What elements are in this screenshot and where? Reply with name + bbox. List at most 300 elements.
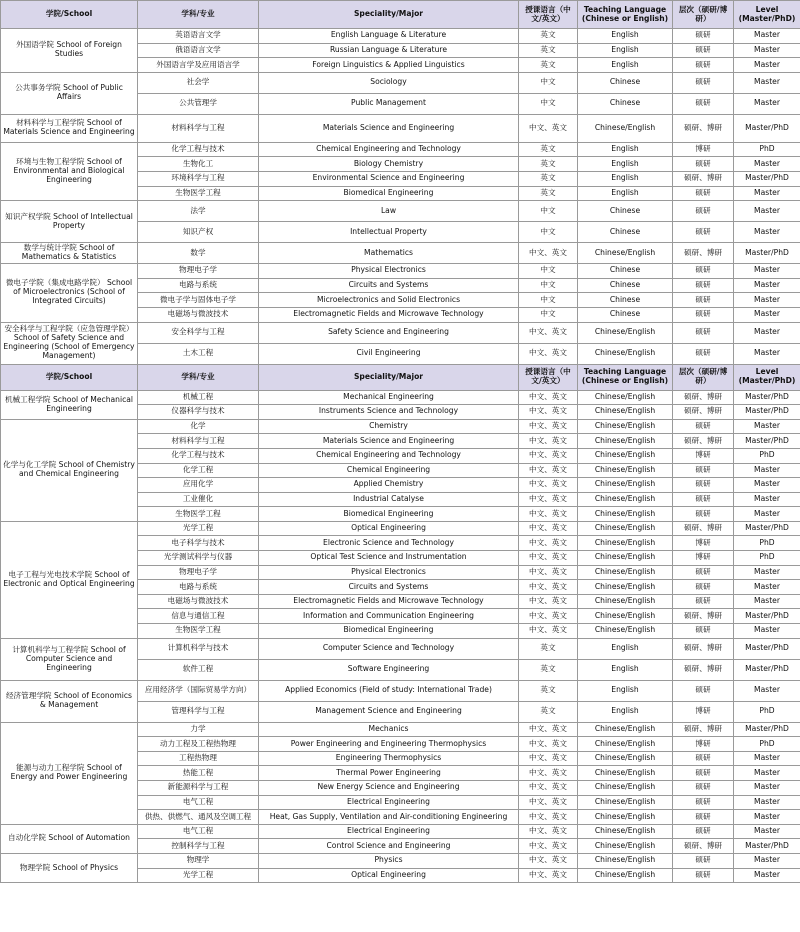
subject-cell: 电磁场与微波技术 xyxy=(138,594,259,609)
table-row xyxy=(1,853,800,868)
language-cn-cell: 英文 xyxy=(519,43,578,58)
language-cn-cell: 英文 xyxy=(519,680,578,701)
subject-cell: 物理学 xyxy=(138,853,259,868)
level-cell: Master xyxy=(734,264,800,279)
major-cell: Materials Science and Engineering xyxy=(259,434,519,449)
major-cell: Biomedical Engineering xyxy=(259,186,519,201)
language-cn-cell: 中文、英文 xyxy=(519,594,578,609)
language-cn-cell: 中文、英文 xyxy=(519,114,578,142)
subject-cell: 新能源科学与工程 xyxy=(138,781,259,796)
level-cn-cell: 硕研、博研 xyxy=(673,434,734,449)
teaching-language-cell: Chinese xyxy=(578,222,673,243)
level-cell: Master xyxy=(734,624,800,639)
level-cell: Master xyxy=(734,680,800,701)
major-cell: Software Engineering xyxy=(259,659,519,680)
level-cell: Master xyxy=(734,795,800,810)
subject-cell: 工程热物理 xyxy=(138,751,259,766)
language-cn-cell: 英文 xyxy=(519,701,578,722)
language-cn-cell: 中文、英文 xyxy=(519,624,578,639)
subject-cell: 仪器科学与技术 xyxy=(138,405,259,420)
teaching-language-cell: Chinese/English xyxy=(578,810,673,825)
table-row xyxy=(1,243,800,264)
school-cell: 计算机科学与工程学院 School of Computer Science and Engineering xyxy=(1,638,138,680)
language-cn-cell: 中文、英文 xyxy=(519,243,578,264)
level-cell: Master xyxy=(734,201,800,222)
level-cn-cell: 博研 xyxy=(673,142,734,157)
subject-cell: 化学工程 xyxy=(138,463,259,478)
level-cell: PhD xyxy=(734,536,800,551)
level-cell: Master xyxy=(734,278,800,293)
header-row xyxy=(1,1,800,29)
level-cn-cell: 硕研 xyxy=(673,72,734,93)
language-cn-cell: 中文、英文 xyxy=(519,492,578,507)
teaching-language-cell: Chinese xyxy=(578,72,673,93)
subject-cell: 俄语语言文学 xyxy=(138,43,259,58)
subject-cell: 电气工程 xyxy=(138,795,259,810)
level-cn-cell: 硕研、博研 xyxy=(673,171,734,186)
teaching-language-cell: Chinese/English xyxy=(578,521,673,536)
level-cn-cell: 硕研 xyxy=(673,157,734,172)
level-cn-cell: 硕研 xyxy=(673,594,734,609)
language-cn-cell: 中文、英文 xyxy=(519,463,578,478)
subject-cell: 化学 xyxy=(138,419,259,434)
level-cn-cell: 硕研 xyxy=(673,186,734,201)
major-cell: Materials Science and Engineering xyxy=(259,114,519,142)
level-cn-cell: 硕研、博研 xyxy=(673,405,734,420)
major-cell: Mechanics xyxy=(259,722,519,737)
language-cn-cell: 中文、英文 xyxy=(519,868,578,883)
level-cn-cell: 硕研 xyxy=(673,751,734,766)
level-cell: Master xyxy=(734,868,800,883)
teaching-language-cell: English xyxy=(578,157,673,172)
teaching-language-cell: Chinese/English xyxy=(578,824,673,839)
language-cn-cell: 英文 xyxy=(519,638,578,659)
header-level: Level (Master/PhD) xyxy=(734,364,800,390)
language-cn-cell: 中文 xyxy=(519,293,578,308)
major-cell: Chemistry xyxy=(259,419,519,434)
major-cell: Circuits and Systems xyxy=(259,278,519,293)
teaching-language-cell: English xyxy=(578,142,673,157)
level-cell: Master/PhD xyxy=(734,390,800,405)
table-row xyxy=(1,638,800,659)
teaching-language-cell: Chinese/English xyxy=(578,114,673,142)
major-cell: Optical Engineering xyxy=(259,521,519,536)
level-cell: Master xyxy=(734,580,800,595)
major-cell: Applied Chemistry xyxy=(259,478,519,493)
major-cell: Mathematics xyxy=(259,243,519,264)
subject-cell: 生物医学工程 xyxy=(138,186,259,201)
major-cell: Environmental Science and Engineering xyxy=(259,171,519,186)
major-cell: Power Engineering and Engineering Thermophysics xyxy=(259,737,519,752)
level-cell: Master/PhD xyxy=(734,405,800,420)
table-row xyxy=(1,680,800,701)
language-cn-cell: 英文 xyxy=(519,29,578,44)
language-cn-cell: 英文 xyxy=(519,659,578,680)
level-cn-cell: 硕研 xyxy=(673,278,734,293)
level-cell: Master/PhD xyxy=(734,638,800,659)
subject-cell: 电子科学与技术 xyxy=(138,536,259,551)
header-level: Level (Master/PhD) xyxy=(734,1,800,29)
header-subject: 学科/专业 xyxy=(138,1,259,29)
major-cell: Foreign Linguistics & Applied Linguistics xyxy=(259,58,519,73)
level-cn-cell: 硕研、博研 xyxy=(673,114,734,142)
school-cell: 机械工程学院 School of Mechanical Engineering xyxy=(1,390,138,419)
table-row xyxy=(1,824,800,839)
level-cell: Master/PhD xyxy=(734,659,800,680)
level-cell: Master xyxy=(734,766,800,781)
language-cn-cell: 中文、英文 xyxy=(519,405,578,420)
level-cn-cell: 硕研、博研 xyxy=(673,659,734,680)
major-cell: Biology Chemistry xyxy=(259,157,519,172)
level-cn-cell: 硕研 xyxy=(673,507,734,522)
school-cell: 知识产权学院 School of Intellectual Property xyxy=(1,201,138,243)
major-cell: English Language & Literature xyxy=(259,29,519,44)
level-cell: Master/PhD xyxy=(734,839,800,854)
language-cn-cell: 英文 xyxy=(519,58,578,73)
level-cell: PhD xyxy=(734,551,800,566)
teaching-language-cell: Chinese/English xyxy=(578,536,673,551)
header-school: 学院/School xyxy=(1,364,138,390)
subject-cell: 光学测试科学与仪器 xyxy=(138,551,259,566)
teaching-language-cell: Chinese/English xyxy=(578,405,673,420)
subject-cell: 安全科学与工程 xyxy=(138,322,259,343)
table-row xyxy=(1,72,800,93)
level-cn-cell: 硕研、博研 xyxy=(673,722,734,737)
school-cell: 材料科学与工程学院 School of Materials Science and Engineering xyxy=(1,114,138,142)
language-cn-cell: 英文 xyxy=(519,142,578,157)
level-cell: Master/PhD xyxy=(734,171,800,186)
level-cn-cell: 硕研 xyxy=(673,322,734,343)
level-cn-cell: 硕研 xyxy=(673,264,734,279)
teaching-language-cell: English xyxy=(578,638,673,659)
teaching-language-cell: Chinese/English xyxy=(578,722,673,737)
subject-cell: 信息与通信工程 xyxy=(138,609,259,624)
subject-cell: 控制科学与工程 xyxy=(138,839,259,854)
level-cell: Master/PhD xyxy=(734,114,800,142)
level-cell: Master xyxy=(734,507,800,522)
teaching-language-cell: Chinese/English xyxy=(578,463,673,478)
teaching-language-cell: Chinese/English xyxy=(578,751,673,766)
level-cell: Master xyxy=(734,93,800,114)
level-cn-cell: 硕研 xyxy=(673,293,734,308)
major-cell: Biomedical Engineering xyxy=(259,624,519,639)
language-cn-cell: 中文、英文 xyxy=(519,343,578,364)
level-cell: Master xyxy=(734,307,800,322)
level-cn-cell: 硕研 xyxy=(673,565,734,580)
teaching-language-cell: Chinese/English xyxy=(578,390,673,405)
teaching-language-cell: Chinese xyxy=(578,264,673,279)
major-cell: Control Science and Engineering xyxy=(259,839,519,854)
level-cn-cell: 硕研 xyxy=(673,478,734,493)
level-cn-cell: 硕研、博研 xyxy=(673,243,734,264)
major-cell: New Energy Science and Engineering xyxy=(259,781,519,796)
school-cell: 微电子学院（集成电路学院） School of Microelectronics (School of Integrated Circuits) xyxy=(1,264,138,322)
major-cell: Computer Science and Technology xyxy=(259,638,519,659)
header-teaching-language: Teaching Language (Chinese or English) xyxy=(578,1,673,29)
language-cn-cell: 中文 xyxy=(519,72,578,93)
language-cn-cell: 中文、英文 xyxy=(519,434,578,449)
major-cell: Heat, Gas Supply, Ventilation and Air-conditioning Engineering xyxy=(259,810,519,825)
table-row xyxy=(1,201,800,222)
level-cn-cell: 硕研 xyxy=(673,492,734,507)
table-row xyxy=(1,322,800,343)
level-cell: Master xyxy=(734,186,800,201)
subject-cell: 软件工程 xyxy=(138,659,259,680)
school-cell: 安全科学与工程学院（应急管理学院） School of Safety Science and Engineering (School of Emergency Management) xyxy=(1,322,138,364)
teaching-language-cell: Chinese/English xyxy=(578,766,673,781)
school-cell: 公共事务学院 School of Public Affairs xyxy=(1,72,138,114)
level-cn-cell: 硕研 xyxy=(673,201,734,222)
language-cn-cell: 中文、英文 xyxy=(519,551,578,566)
header-school: 学院/School xyxy=(1,1,138,29)
level-cn-cell: 博研 xyxy=(673,701,734,722)
language-cn-cell: 中文、英文 xyxy=(519,609,578,624)
header-language-cn: 授课语言（中文/英文） xyxy=(519,1,578,29)
language-cn-cell: 中文 xyxy=(519,201,578,222)
level-cn-cell: 硕研 xyxy=(673,463,734,478)
language-cn-cell: 中文、英文 xyxy=(519,824,578,839)
level-cn-cell: 硕研 xyxy=(673,343,734,364)
subject-cell: 生物医学工程 xyxy=(138,507,259,522)
subject-cell: 公共管理学 xyxy=(138,93,259,114)
level-cell: Master xyxy=(734,824,800,839)
level-cell: Master xyxy=(734,322,800,343)
language-cn-cell: 中文、英文 xyxy=(519,390,578,405)
level-cell: Master/PhD xyxy=(734,609,800,624)
major-cell: Russian Language & Literature xyxy=(259,43,519,58)
language-cn-cell: 中文 xyxy=(519,264,578,279)
level-cell: Master xyxy=(734,565,800,580)
subject-cell: 生物化工 xyxy=(138,157,259,172)
teaching-language-cell: Chinese/English xyxy=(578,580,673,595)
teaching-language-cell: English xyxy=(578,43,673,58)
subject-cell: 电磁场与微波技术 xyxy=(138,307,259,322)
level-cn-cell: 硕研 xyxy=(673,868,734,883)
level-cell: PhD xyxy=(734,448,800,463)
subject-cell: 社会学 xyxy=(138,72,259,93)
subject-cell: 知识产权 xyxy=(138,222,259,243)
header-language-cn: 授课语言（中文/英文） xyxy=(519,364,578,390)
level-cn-cell: 硕研 xyxy=(673,419,734,434)
language-cn-cell: 中文、英文 xyxy=(519,795,578,810)
subject-cell: 光学工程 xyxy=(138,521,259,536)
major-cell: Electromagnetic Fields and Microwave Technology xyxy=(259,307,519,322)
header-speciality: Speciality/Major xyxy=(259,364,519,390)
major-cell: Electromagnetic Fields and Microwave Technology xyxy=(259,594,519,609)
language-cn-cell: 中文、英文 xyxy=(519,810,578,825)
level-cell: PhD xyxy=(734,737,800,752)
school-cell: 经济管理学院 School of Economics & Management xyxy=(1,680,138,722)
level-cn-cell: 硕研、博研 xyxy=(673,521,734,536)
language-cn-cell: 中文 xyxy=(519,278,578,293)
subject-cell: 机械工程 xyxy=(138,390,259,405)
major-cell: Engineering Thermophysics xyxy=(259,751,519,766)
level-cn-cell: 硕研、博研 xyxy=(673,839,734,854)
level-cell: Master xyxy=(734,810,800,825)
major-cell: Intellectual Property xyxy=(259,222,519,243)
level-cn-cell: 博研 xyxy=(673,737,734,752)
header-subject: 学科/专业 xyxy=(138,364,259,390)
level-cell: Master/PhD xyxy=(734,521,800,536)
teaching-language-cell: Chinese/English xyxy=(578,868,673,883)
teaching-language-cell: Chinese/English xyxy=(578,478,673,493)
school-cell: 外国语学院 School of Foreign Studies xyxy=(1,29,138,73)
subject-cell: 法学 xyxy=(138,201,259,222)
teaching-language-cell: Chinese/English xyxy=(578,419,673,434)
language-cn-cell: 英文 xyxy=(519,186,578,201)
level-cn-cell: 硕研 xyxy=(673,810,734,825)
school-cell: 自动化学院 School of Automation xyxy=(1,824,138,853)
level-cn-cell: 博研 xyxy=(673,551,734,566)
major-cell: Public Management xyxy=(259,93,519,114)
teaching-language-cell: English xyxy=(578,29,673,44)
teaching-language-cell: Chinese xyxy=(578,293,673,308)
school-cell: 能源与动力工程学院 School of Energy and Power Engineering xyxy=(1,722,138,824)
major-cell: Instruments Science and Technology xyxy=(259,405,519,420)
level-cn-cell: 硕研 xyxy=(673,580,734,595)
header-teaching-language: Teaching Language (Chinese or English) xyxy=(578,364,673,390)
language-cn-cell: 中文、英文 xyxy=(519,536,578,551)
subject-cell: 土木工程 xyxy=(138,343,259,364)
major-cell: Physical Electronics xyxy=(259,565,519,580)
major-cell: Chemical Engineering and Technology xyxy=(259,448,519,463)
teaching-language-cell: Chinese/English xyxy=(578,781,673,796)
level-cn-cell: 博研 xyxy=(673,536,734,551)
teaching-language-cell: English xyxy=(578,186,673,201)
teaching-language-cell: Chinese xyxy=(578,307,673,322)
teaching-language-cell: Chinese/English xyxy=(578,565,673,580)
subject-cell: 环境科学与工程 xyxy=(138,171,259,186)
major-cell: Electrical Engineering xyxy=(259,795,519,810)
teaching-language-cell: English xyxy=(578,58,673,73)
teaching-language-cell: Chinese/English xyxy=(578,507,673,522)
major-cell: Applied Economics (Field of study: International Trade) xyxy=(259,680,519,701)
subject-cell: 电路与系统 xyxy=(138,278,259,293)
language-cn-cell: 中文 xyxy=(519,93,578,114)
subject-cell: 电气工程 xyxy=(138,824,259,839)
level-cell: Master xyxy=(734,43,800,58)
major-cell: Chemical Engineering xyxy=(259,463,519,478)
subject-cell: 光学工程 xyxy=(138,868,259,883)
teaching-language-cell: English xyxy=(578,680,673,701)
subject-cell: 外国语言学及应用语言学 xyxy=(138,58,259,73)
teaching-language-cell: Chinese/English xyxy=(578,434,673,449)
level-cn-cell: 硕研 xyxy=(673,43,734,58)
teaching-language-cell: Chinese/English xyxy=(578,624,673,639)
major-cell: Electrical Engineering xyxy=(259,824,519,839)
language-cn-cell: 中文 xyxy=(519,222,578,243)
level-cn-cell: 硕研 xyxy=(673,853,734,868)
language-cn-cell: 中文、英文 xyxy=(519,853,578,868)
subject-cell: 力学 xyxy=(138,722,259,737)
table-row xyxy=(1,419,800,434)
level-cn-cell: 硕研 xyxy=(673,307,734,322)
level-cell: Master xyxy=(734,853,800,868)
major-cell: Thermal Power Engineering xyxy=(259,766,519,781)
major-cell: Physics xyxy=(259,853,519,868)
level-cn-cell: 硕研 xyxy=(673,93,734,114)
language-cn-cell: 中文、英文 xyxy=(519,507,578,522)
level-cell: Master xyxy=(734,222,800,243)
major-cell: Information and Communication Engineering xyxy=(259,609,519,624)
header-level-cn: 层次（硕研/博研） xyxy=(673,1,734,29)
language-cn-cell: 中文、英文 xyxy=(519,322,578,343)
teaching-language-cell: Chinese/English xyxy=(578,492,673,507)
level-cn-cell: 硕研、博研 xyxy=(673,390,734,405)
teaching-language-cell: Chinese/English xyxy=(578,322,673,343)
table-row xyxy=(1,521,800,536)
subject-cell: 计算机科学与技术 xyxy=(138,638,259,659)
level-cn-cell: 硕研 xyxy=(673,29,734,44)
language-cn-cell: 中文、英文 xyxy=(519,521,578,536)
major-cell: Optical Engineering xyxy=(259,868,519,883)
language-cn-cell: 中文、英文 xyxy=(519,580,578,595)
school-cell: 物理学院 School of Physics xyxy=(1,853,138,882)
subject-cell: 物理电子学 xyxy=(138,264,259,279)
language-cn-cell: 中文、英文 xyxy=(519,478,578,493)
teaching-language-cell: Chinese/English xyxy=(578,551,673,566)
major-cell: Civil Engineering xyxy=(259,343,519,364)
level-cn-cell: 博研 xyxy=(673,448,734,463)
header-row xyxy=(1,364,800,390)
teaching-language-cell: Chinese xyxy=(578,201,673,222)
subject-cell: 应用经济学（国际贸易学方向） xyxy=(138,680,259,701)
level-cn-cell: 硕研 xyxy=(673,766,734,781)
teaching-language-cell: Chinese xyxy=(578,93,673,114)
header-speciality: Speciality/Major xyxy=(259,1,519,29)
school-cell: 数学与统计学院 School of Mathematics & Statistics xyxy=(1,243,138,264)
subject-cell: 材料科学与工程 xyxy=(138,114,259,142)
language-cn-cell: 中文、英文 xyxy=(519,839,578,854)
subject-cell: 材料科学与工程 xyxy=(138,434,259,449)
teaching-language-cell: English xyxy=(578,659,673,680)
level-cn-cell: 硕研 xyxy=(673,781,734,796)
school-cell: 电子工程与光电技术学院 School of Electronic and Optical Engineering xyxy=(1,521,138,638)
header-level-cn: 层次（硕研/博研） xyxy=(673,364,734,390)
language-cn-cell: 中文、英文 xyxy=(519,781,578,796)
major-cell: Management Science and Engineering xyxy=(259,701,519,722)
subject-cell: 英语语言文学 xyxy=(138,29,259,44)
subject-cell: 电路与系统 xyxy=(138,580,259,595)
subject-cell: 管理科学与工程 xyxy=(138,701,259,722)
level-cn-cell: 硕研、博研 xyxy=(673,638,734,659)
teaching-language-cell: English xyxy=(578,701,673,722)
level-cell: Master xyxy=(734,293,800,308)
major-cell: Safety Science and Engineering xyxy=(259,322,519,343)
subject-cell: 化学工程与技术 xyxy=(138,448,259,463)
level-cell: Master xyxy=(734,29,800,44)
school-cell: 环境与生物工程学院 School of Environmental and Biological Engineering xyxy=(1,142,138,200)
language-cn-cell: 中文、英文 xyxy=(519,751,578,766)
subject-cell: 工业催化 xyxy=(138,492,259,507)
level-cell: Master xyxy=(734,58,800,73)
subject-cell: 化学工程与技术 xyxy=(138,142,259,157)
teaching-language-cell: Chinese/English xyxy=(578,594,673,609)
teaching-language-cell: Chinese/English xyxy=(578,609,673,624)
major-cell: Industrial Catalyse xyxy=(259,492,519,507)
level-cell: Master xyxy=(734,157,800,172)
subject-cell: 微电子学与固体电子学 xyxy=(138,293,259,308)
level-cn-cell: 硕研 xyxy=(673,222,734,243)
subject-cell: 数学 xyxy=(138,243,259,264)
table-row xyxy=(1,29,800,44)
major-cell: Mechanical Engineering xyxy=(259,390,519,405)
language-cn-cell: 中文、英文 xyxy=(519,448,578,463)
subject-cell: 热能工程 xyxy=(138,766,259,781)
language-cn-cell: 英文 xyxy=(519,171,578,186)
major-cell: Physical Electronics xyxy=(259,264,519,279)
level-cell: Master xyxy=(734,343,800,364)
